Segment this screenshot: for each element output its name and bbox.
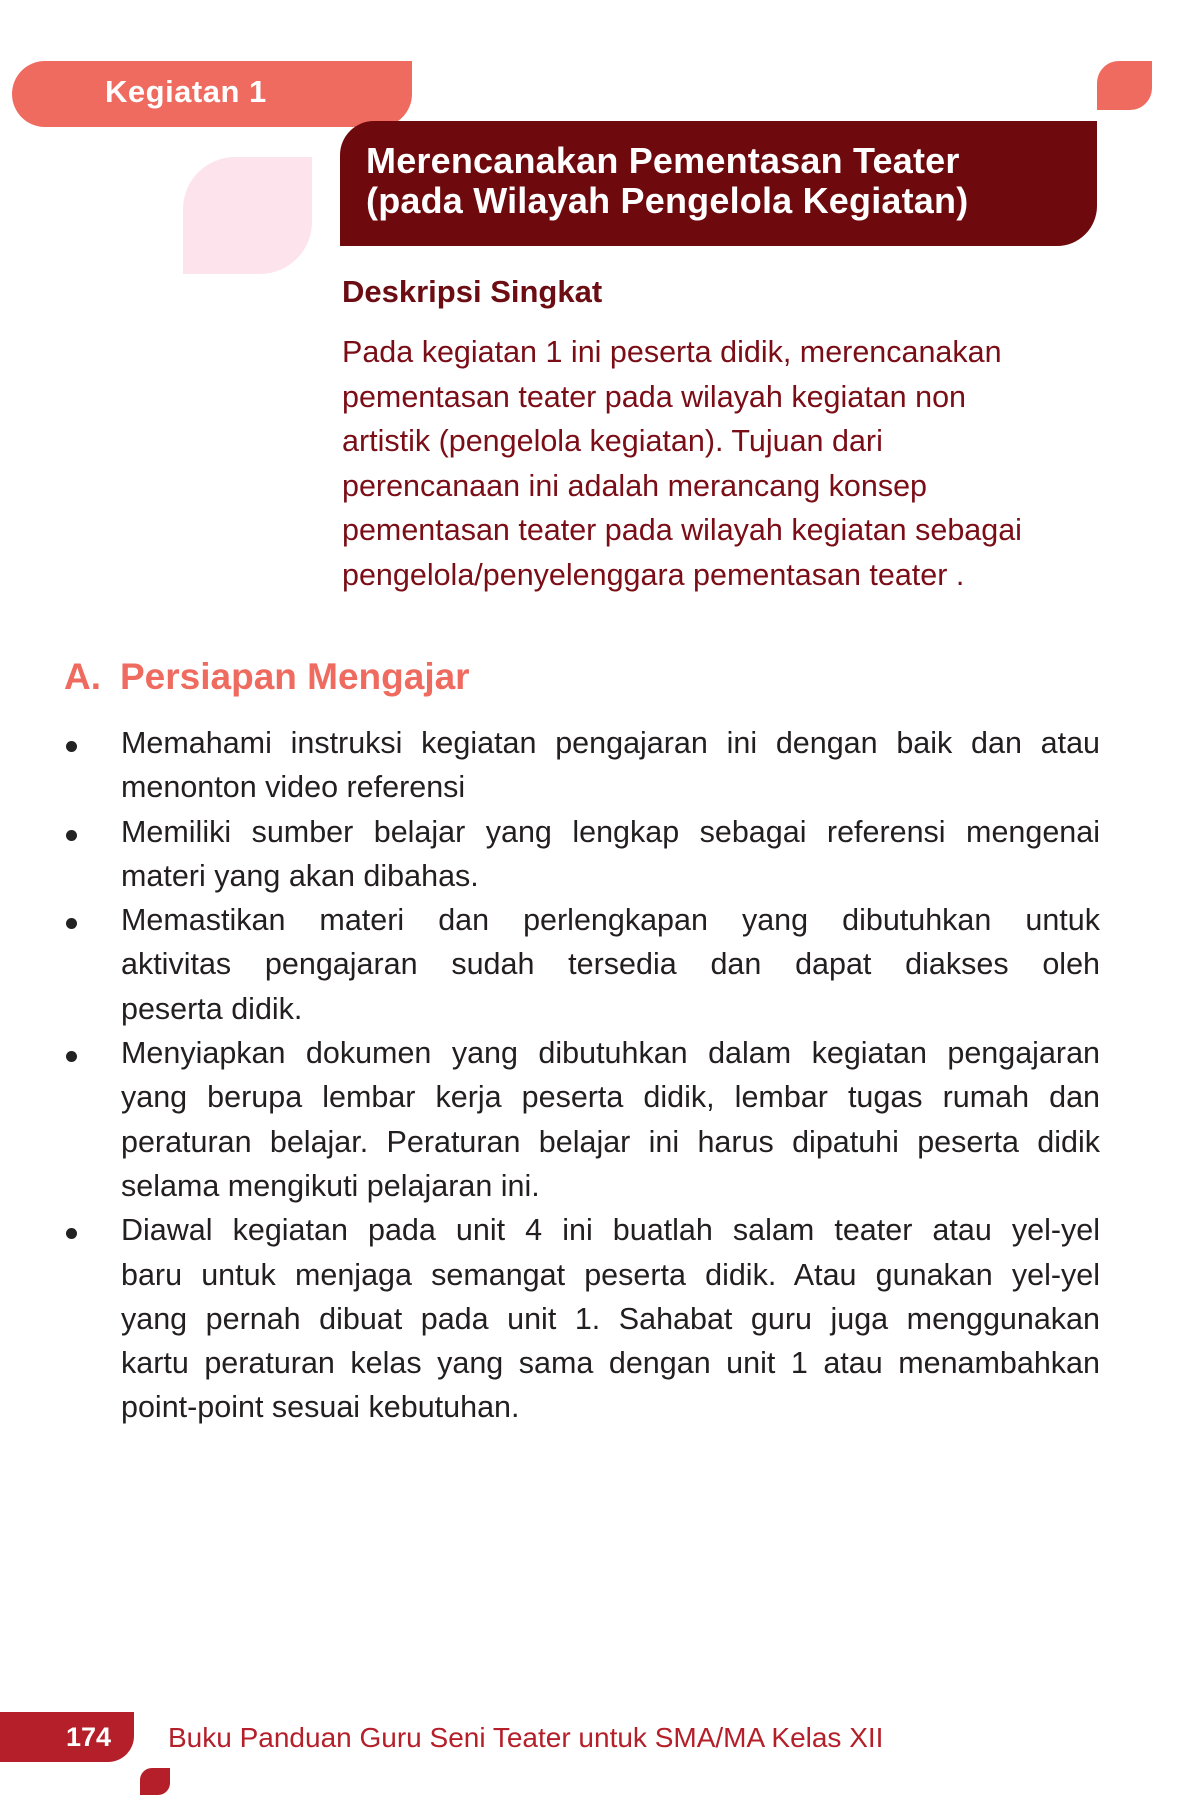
- description-line: pementasan teater pada wilayah kegiatan sebagai: [342, 513, 1022, 547]
- list-item-line: selama mengikuti pelajaran ini.: [121, 1168, 540, 1203]
- page-number: 174: [66, 1722, 112, 1752]
- book-title: Buku Panduan Guru Seni Teater untuk SMA/MA Kelas XII: [168, 1722, 884, 1753]
- list-item: [60, 1208, 1100, 1429]
- section-heading: [64, 656, 470, 698]
- list-item-line: materi yang akan dibahas.: [121, 858, 479, 893]
- decorative-pink-leaf-shape: [183, 157, 312, 274]
- section-letter: A.: [64, 656, 101, 697]
- activity-title-line: Merencanakan Pementasan Teater: [366, 140, 960, 181]
- list-item: [60, 721, 1100, 810]
- activity-title-line: (pada Wilayah Pengelola Kegiatan): [366, 180, 969, 221]
- list-item-line: point-point sesuai kebutuhan.: [121, 1390, 520, 1425]
- activity-tab: [12, 61, 412, 127]
- description-line: Pada kegiatan 1 ini peserta didik, merencanakan: [342, 335, 1002, 369]
- description-line: artistik (pengelola kegiatan). Tujuan dari: [342, 424, 883, 458]
- list-item-line: Diawal kegiatan pada unit 4 ini buatlah salam teater atau yel-yel: [121, 1213, 1100, 1248]
- list-item-line: Memahami instruksi kegiatan pengajaran ini dengan baik dan atau: [121, 726, 1100, 760]
- description-heading: Deskripsi Singkat: [342, 274, 603, 309]
- list-item-line: baru untuk menjaga semangat peserta didik. Atau gunakan yel-yel: [121, 1257, 1100, 1292]
- list-item-line: Menyiapkan dokumen yang dibutuhkan dalam kegiatan pengajaran: [121, 1036, 1100, 1071]
- bullet-icon: [66, 830, 77, 841]
- list-item-line: peraturan belajar. Peraturan belajar ini harus dipatuhi peserta didik: [121, 1124, 1100, 1159]
- decorative-footer-leaf-shape: [140, 1768, 170, 1795]
- activity-title-box: [340, 121, 1097, 246]
- bullet-icon: [66, 741, 77, 752]
- list-item-line: peserta didik.: [121, 991, 303, 1026]
- description-line: pementasan teater pada wilayah kegiatan non: [342, 379, 966, 414]
- decorative-leaf-shape: [1097, 61, 1152, 110]
- list-item-line: Memastikan materi dan perlengkapan yang dibutuhkan untuk: [121, 903, 1100, 938]
- preparation-list: [60, 721, 1100, 1430]
- bullet-icon: [66, 918, 77, 929]
- bullet-icon: [66, 1051, 77, 1062]
- list-item: [60, 898, 1100, 1031]
- list-item-line: Memiliki sumber belajar yang lengkap sebagai referensi mengenai: [121, 814, 1100, 849]
- list-item-line: menonton video referensi: [121, 770, 466, 805]
- description-line: perencanaan ini adalah merancang konsep: [342, 468, 928, 503]
- list-item: [60, 1031, 1100, 1208]
- list-item-line: kartu peraturan kelas yang sama dengan unit 1 atau menambahkan: [121, 1346, 1100, 1381]
- bullet-icon: [66, 1228, 77, 1239]
- list-item-line: yang berupa lembar kerja peserta didik, lembar tugas rumah dan: [121, 1080, 1100, 1115]
- section-title: Persiapan Mengajar: [120, 656, 470, 697]
- description-line: pengelola/penyelenggara pementasan teater .: [342, 557, 965, 592]
- list-item-line: yang pernah dibuat pada unit 1. Sahabat guru juga menggunakan: [121, 1301, 1100, 1336]
- activity-label: Kegiatan 1: [105, 74, 267, 109]
- list-item: [60, 810, 1100, 899]
- description-body: [342, 330, 1082, 597]
- list-item-line: aktivitas pengajaran sudah tersedia dan dapat diakses oleh: [121, 947, 1100, 982]
